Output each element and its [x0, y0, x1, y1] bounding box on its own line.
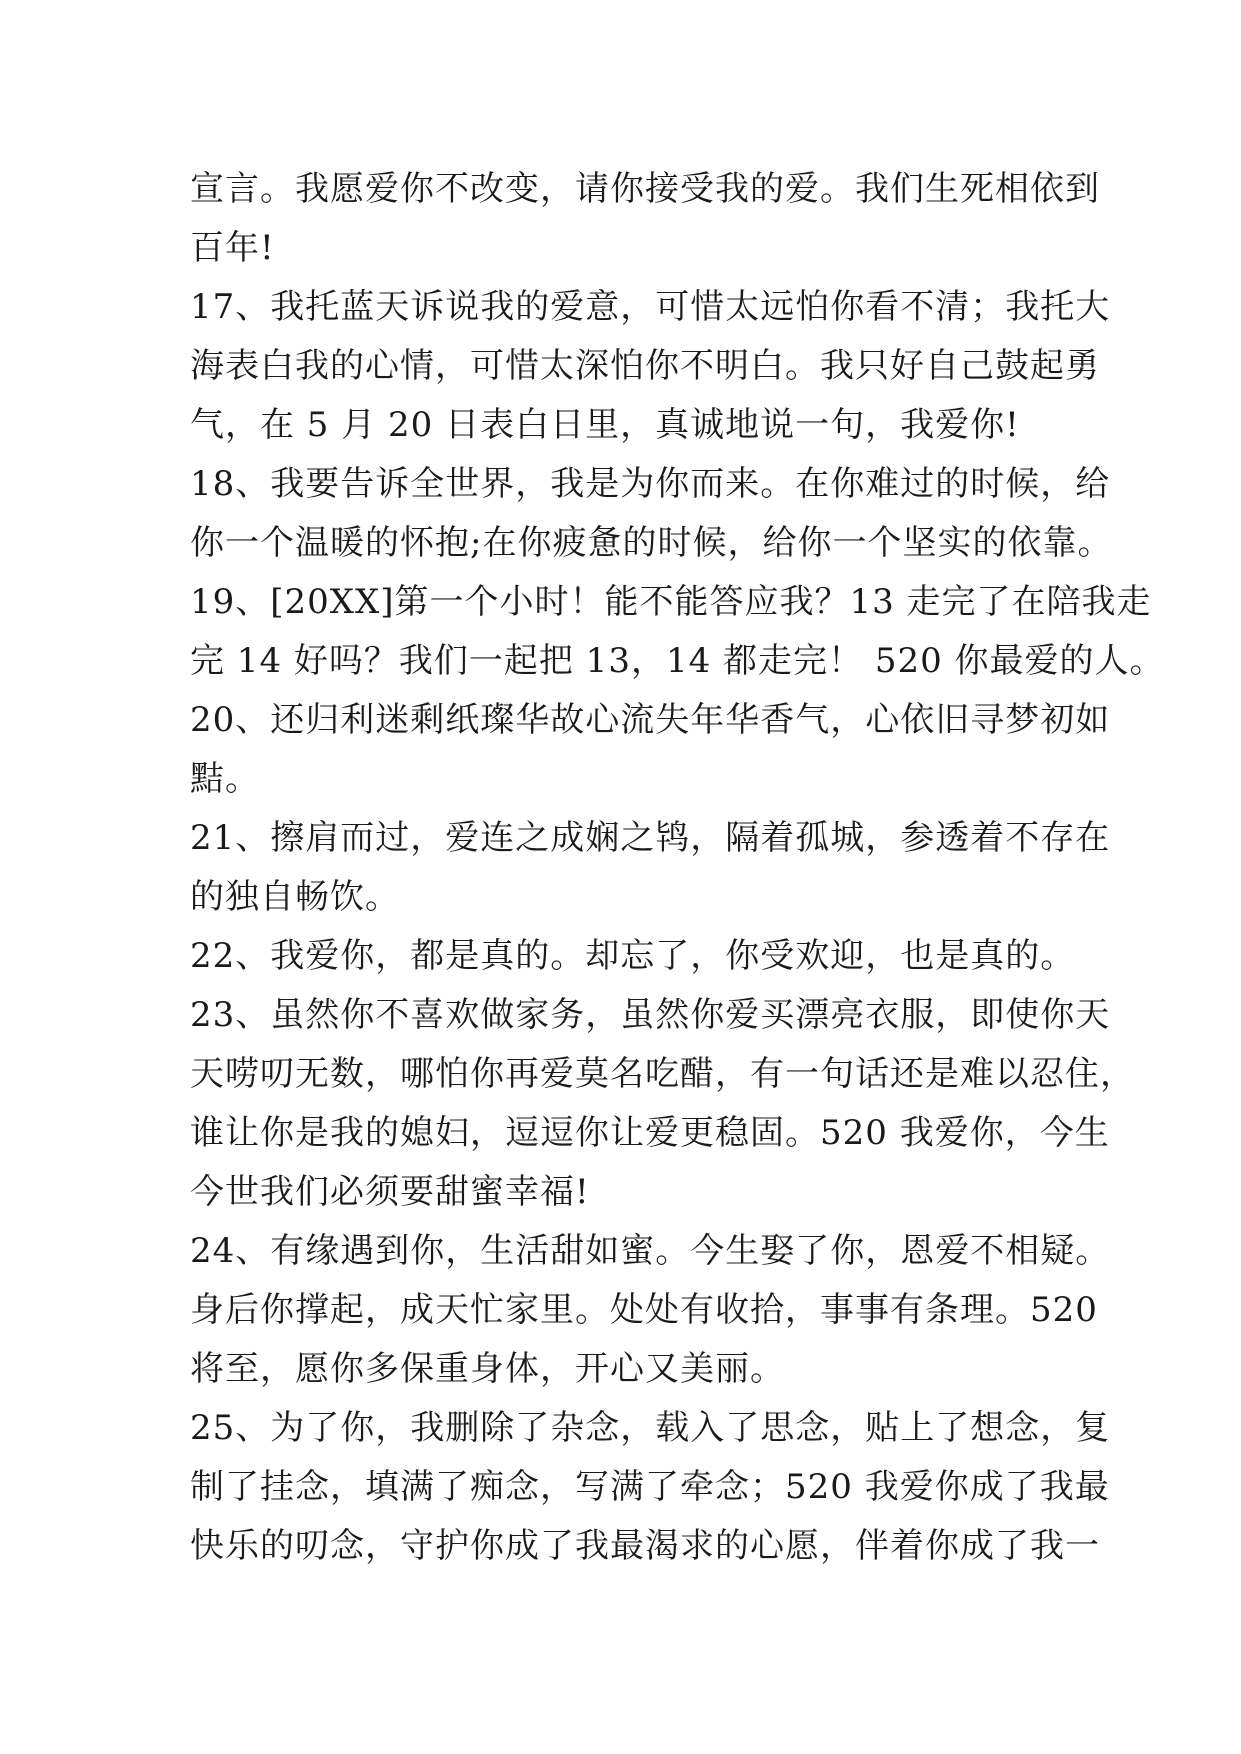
text-line: 宣言。我愿爱你不改变，请你接受我的爱。我们生死相依到	[190, 169, 1100, 209]
text-line: 21、擦肩而过，爱连之成娴之鸨，隔着孤城，参透着不存在	[190, 818, 1111, 858]
text-line: 天唠叨无数，哪怕你再爱莫名吃醋，有一句话还是难以忍住，	[190, 1054, 1135, 1094]
text-line: 海表白我的心情，可惜太深怕你不明白。我只好自己鼓起勇	[190, 346, 1100, 386]
text-line: 快乐的叨念，守护你成了我最渴求的心愿，伴着你成了我一	[190, 1526, 1100, 1566]
text-line: 19、[20XX]第一个小时！能不能答应我？13 走完了在陪我走	[190, 582, 1152, 622]
text-line: 气，在 5 月 20 日表白日里，真诚地说一句，我爱你!	[190, 405, 1020, 445]
text-line: 今世我们必须要甜蜜幸福!	[190, 1172, 590, 1212]
text-line: 的独自畅饮。	[190, 877, 400, 917]
text-line: 18、我要告诉全世界，我是为你而来。在你难过的时候，给	[190, 464, 1111, 504]
text-line: 你一个温暖的怀抱;在你疲惫的时候，给你一个坚实的依靠。	[190, 523, 1113, 563]
text-line: 百年!	[190, 228, 275, 268]
text-line: 身后你撑起，成天忙家里。处处有收拾，事事有条理。520	[190, 1290, 1098, 1330]
body-text	[190, 160, 1165, 1576]
text-line: 17、我托蓝天诉说我的爱意，可惜太远怕你看不清；我托大	[190, 287, 1111, 327]
text-line: 完 14 好吗？我们一起把 13，14 都走完！ 520 你最爱的人。	[190, 641, 1165, 681]
text-line: 23、虽然你不喜欢做家务，虽然你爱买漂亮衣服，即使你天	[190, 995, 1111, 1035]
text-line: 20、还归利迷剩纸璨华故心流失年华香气，心依旧寻梦初如	[190, 700, 1111, 740]
text-line: 黠。	[190, 759, 260, 799]
text-line: 22、我爱你，都是真的。却忘了，你受欢迎，也是真的。	[190, 936, 1076, 976]
text-line: 将至，愿你多保重身体，开心又美丽。	[190, 1349, 785, 1389]
text-line: 24、有缘遇到你，生活甜如蜜。今生娶了你，恩爱不相疑。	[190, 1231, 1111, 1271]
text-line: 制了挂念，填满了痴念，写满了牵念；520 我爱你成了我最	[190, 1467, 1110, 1507]
text-line: 25、为了你，我删除了杂念，载入了思念，贴上了想念，复	[190, 1408, 1111, 1448]
text-line: 谁让你是我的媳妇，逗逗你让爱更稳固。520 我爱你，今生	[190, 1113, 1110, 1153]
